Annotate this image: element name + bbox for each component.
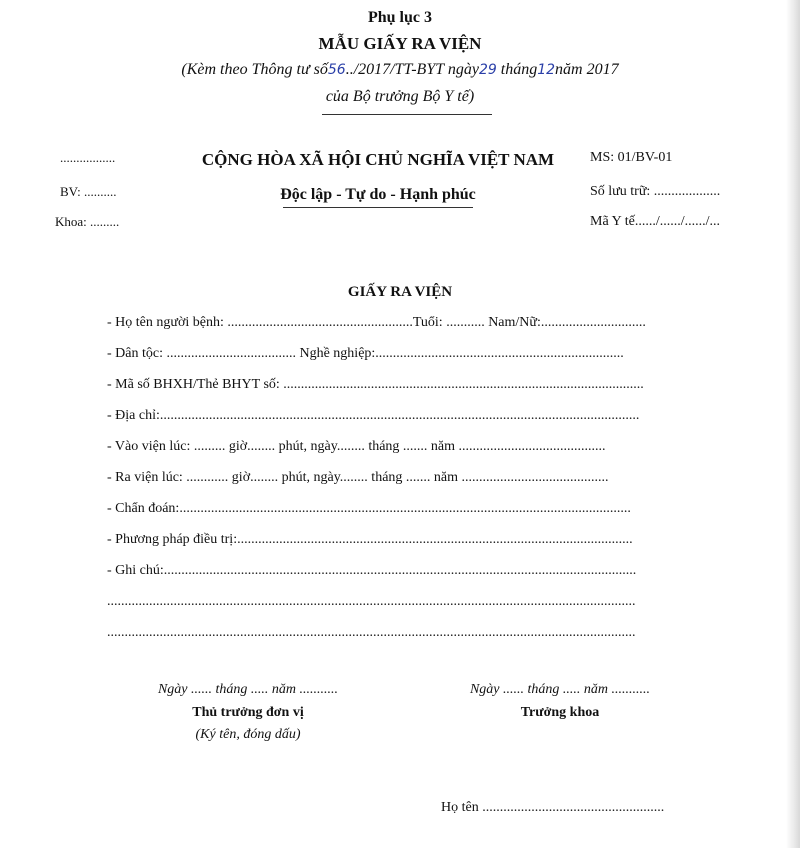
- motto-underline: [283, 207, 473, 208]
- storage-number: Số lưu trữ: ...................: [590, 184, 721, 199]
- hospital-field: BV: ..........: [60, 184, 117, 199]
- motto: Độc lập - Tự do - Hạnh phúc: [280, 186, 476, 203]
- form-title: MẪU GIẤY RA VIỆN: [318, 34, 482, 53]
- decree-text-1: (Kèm theo Thông tư số: [181, 61, 328, 78]
- decree-text-2: ../2017/TT-BYT ngày: [345, 61, 479, 78]
- decree-text-4: năm 2017: [555, 61, 619, 78]
- notes-line: .......................................................................................................................................................: [107, 594, 636, 609]
- field-ethnicity-occupation: - Dân tộc: ..................................... Nghề nghiệp:.......................................................................: [107, 346, 624, 361]
- field-diagnosis: - Chẩn đoán:.................................................................................................................................: [107, 501, 631, 516]
- handwritten-day: 29: [478, 62, 497, 78]
- republic-heading: CỘNG HÒA XÃ HỘI CHỦ NGHĨA VIỆT NAM: [201, 150, 555, 169]
- document-title: GIẤY RA VIỆN: [347, 284, 453, 300]
- field-address: - Địa chỉ:.........................................................................................................................................: [107, 408, 640, 423]
- decree-text-3: tháng: [496, 61, 538, 78]
- handwritten-number: 56: [327, 62, 346, 78]
- appendix-label: Phụ lục 3: [367, 9, 432, 26]
- decree-issuer: của Bộ trưởng Bộ Y tế): [325, 88, 475, 105]
- decree-reference: [0, 61, 800, 79]
- unit-head-title: Thủ trưởng đơn vị: [192, 705, 304, 720]
- sign-stamp-note: (Ký tên, đóng dấu): [195, 727, 301, 742]
- header-underline: [322, 114, 492, 115]
- department-head-title: Trưởng khoa: [520, 705, 600, 720]
- scan-page-edge: [786, 0, 800, 848]
- handwritten-month: 12: [537, 62, 556, 78]
- unit-dots: .................: [60, 150, 116, 165]
- field-treatment-method: - Phương pháp điều trị:.................................................................................................................: [107, 532, 633, 547]
- left-signature-date: Ngày ...... tháng ..... năm ...........: [157, 682, 339, 697]
- signer-name-line: Họ tên ....................................................: [441, 800, 665, 815]
- form-code: MS: 01/BV-01: [590, 150, 673, 165]
- field-insurance-number: - Mã số BHXH/Thẻ BHYT số: .......................................................................................................: [107, 377, 644, 392]
- field-discharge-time: - Ra viện lúc: ............ giờ........ phút, ngày........ tháng ....... năm ..........................................: [107, 470, 609, 485]
- department-field: Khoa: .........: [55, 214, 120, 229]
- medical-code: Mã Y tế....../....../....../...: [590, 214, 721, 229]
- field-admission-time: - Vào viện lúc: ......... giờ........ phút, ngày........ tháng ....... năm ..........................................: [107, 439, 606, 454]
- notes-line: .......................................................................................................................................................: [107, 625, 636, 640]
- field-notes: - Ghi chú:.......................................................................................................................................: [107, 563, 637, 578]
- right-signature-date: Ngày ...... tháng ..... năm ...........: [469, 682, 651, 697]
- field-patient-name: - Họ tên người bệnh: .....................................................Tuổi: ........... Nam/Nữ:..............................: [107, 315, 646, 330]
